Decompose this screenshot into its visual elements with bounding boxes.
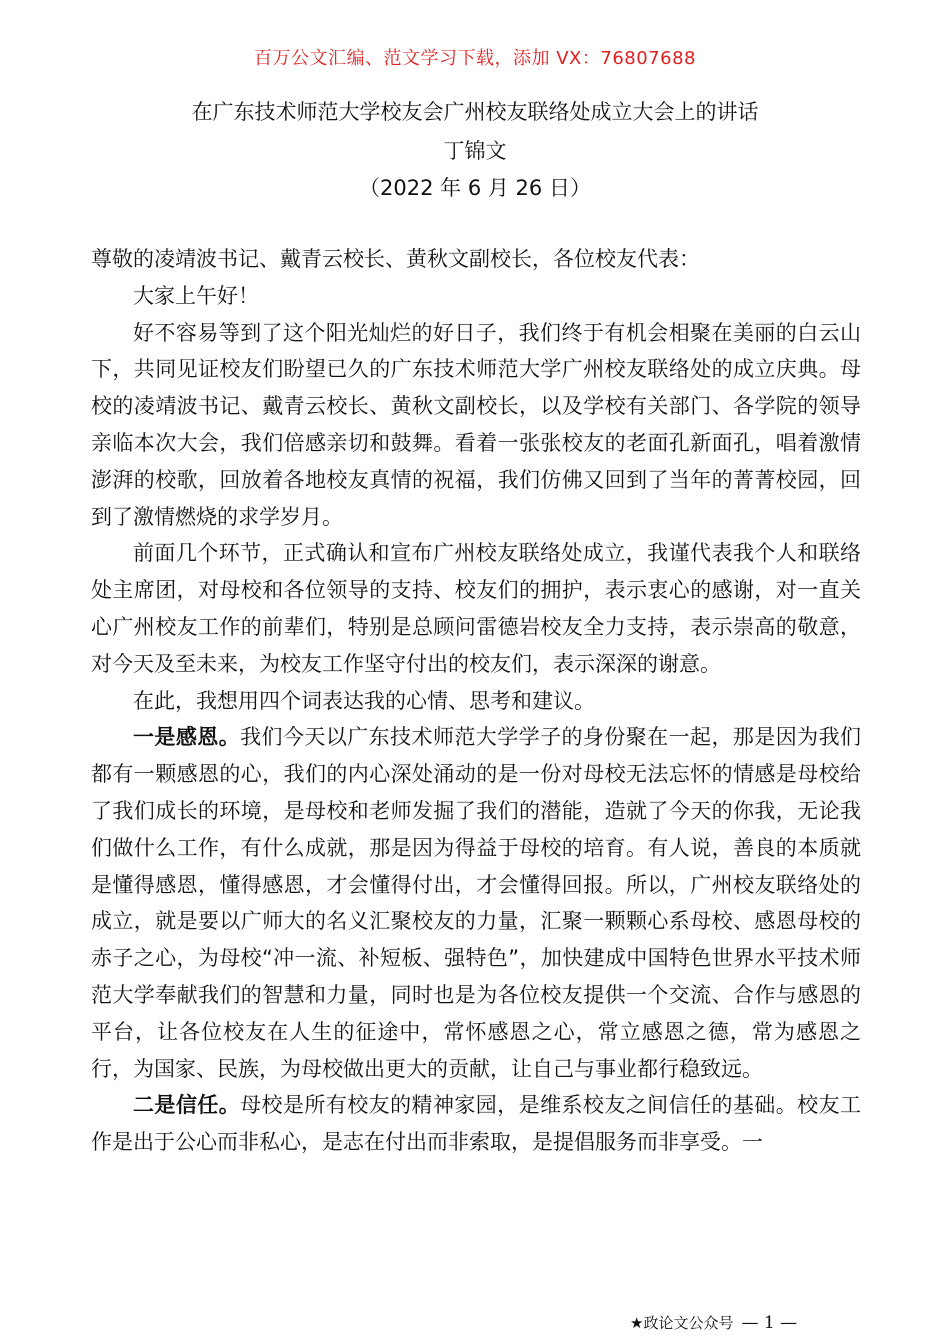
greeting: 大家上午好！	[133, 283, 259, 308]
paragraph-5-text: 母校是所有校友的精神家园，是维系校友之间信任的基础。校友工作是出于公心而非私心，是志在付出而非索取，是提倡服务而非享受。一	[91, 1093, 862, 1155]
paragraph-1: 好不容易等到了这个阳光灿烂的好日子，我们终于有机会相聚在美丽的白云山下，共同见证校友们盼望已久的广东技术师范大学广州校友联络处的成立庆典。母校的凌靖波书记、戴青云校长、黄秋文副校长，以及学校有关部门、各学院的领导亲临本次大会，我们倍感亲切和鼓舞。看着一张张校友的老面孔新面孔，唱着激情澎湃的校歌，回放着各地校友真情的祝福，我们仿佛又回到了当年的菁菁校园，回到了激情燃烧的求学岁月。	[91, 320, 861, 529]
paragraph-5	[91, 1087, 861, 1161]
paragraph-4-lead: 一是感恩。	[133, 725, 241, 750]
page-number: — 1 —	[741, 1313, 798, 1333]
salutation: 尊敬的凌靖波书记、戴青云校长、黄秋文副校长，各位校友代表：	[91, 247, 700, 271]
paragraph-4	[91, 719, 861, 1087]
speech-body	[91, 241, 861, 1161]
watermark-banner: 百万公文汇编、范文学习下载，添加 VX：76807688	[254, 48, 696, 69]
paragraph-2: 前面几个环节，正式确认和宣布广州校友联络处成立，我谨代表我个人和联络处主席团，对母校和各位领导的支持、校友们的拥护，表示衷心的感谢，对一直关心广州校友工作的前辈们，特别是总顾问雷德岩校友全力支持，表示崇高的敬意，对今天及至未来，为校友工作坚守付出的校友们，表示深深的谢意。	[91, 541, 861, 676]
speech-author: 丁锦文	[443, 139, 507, 163]
speech-title: 在广东技术师范大学校友会广州校友联络处成立大会上的讲话	[191, 100, 759, 124]
paragraph-3: 在此，我想用四个词表达我的心情、思考和建议。	[133, 688, 595, 713]
paragraph-5-lead: 二是信任。	[133, 1093, 241, 1118]
footer-source: ★政论文公众号	[630, 1314, 734, 1332]
page-footer	[630, 1312, 797, 1333]
speech-date: （2022 年 6 月 26 日）	[359, 176, 591, 200]
paragraph-4-text: 我们今天以广东技术师范大学学子的身份聚在一起，那是因为我们都有一颗感恩的心，我们的内心深处涌动的是一份对母校无法忘怀的情感是母校给了我们成长的环境，是母校和老师发掘了我们的潜能，造就了今天的你我，无论我们做什么工作，有什么成就，那是因为得益于母校的培育。有人说，善良的本质就是懂得感恩，懂得感恩，才会懂得付出，才会懂得回报。所以，广州校友联络处的成立，就是要以广师大的名义汇聚校友的力量，汇聚一颗颗心系母校、感恩母校的赤子之心，为母校“冲一流、补短板、强特色”，加快建成中国特色世界水平技术师范大学奉献我们的智慧和力量，同时也是为各位校友提供一个交流、合作与感恩的平台，让各位校友在人生的征途中，常怀感恩之心，常立感恩之德，常为感恩之行，为国家、民族，为母校做出更大的贡献，让自己与事业都行稳致远。	[91, 725, 862, 1081]
